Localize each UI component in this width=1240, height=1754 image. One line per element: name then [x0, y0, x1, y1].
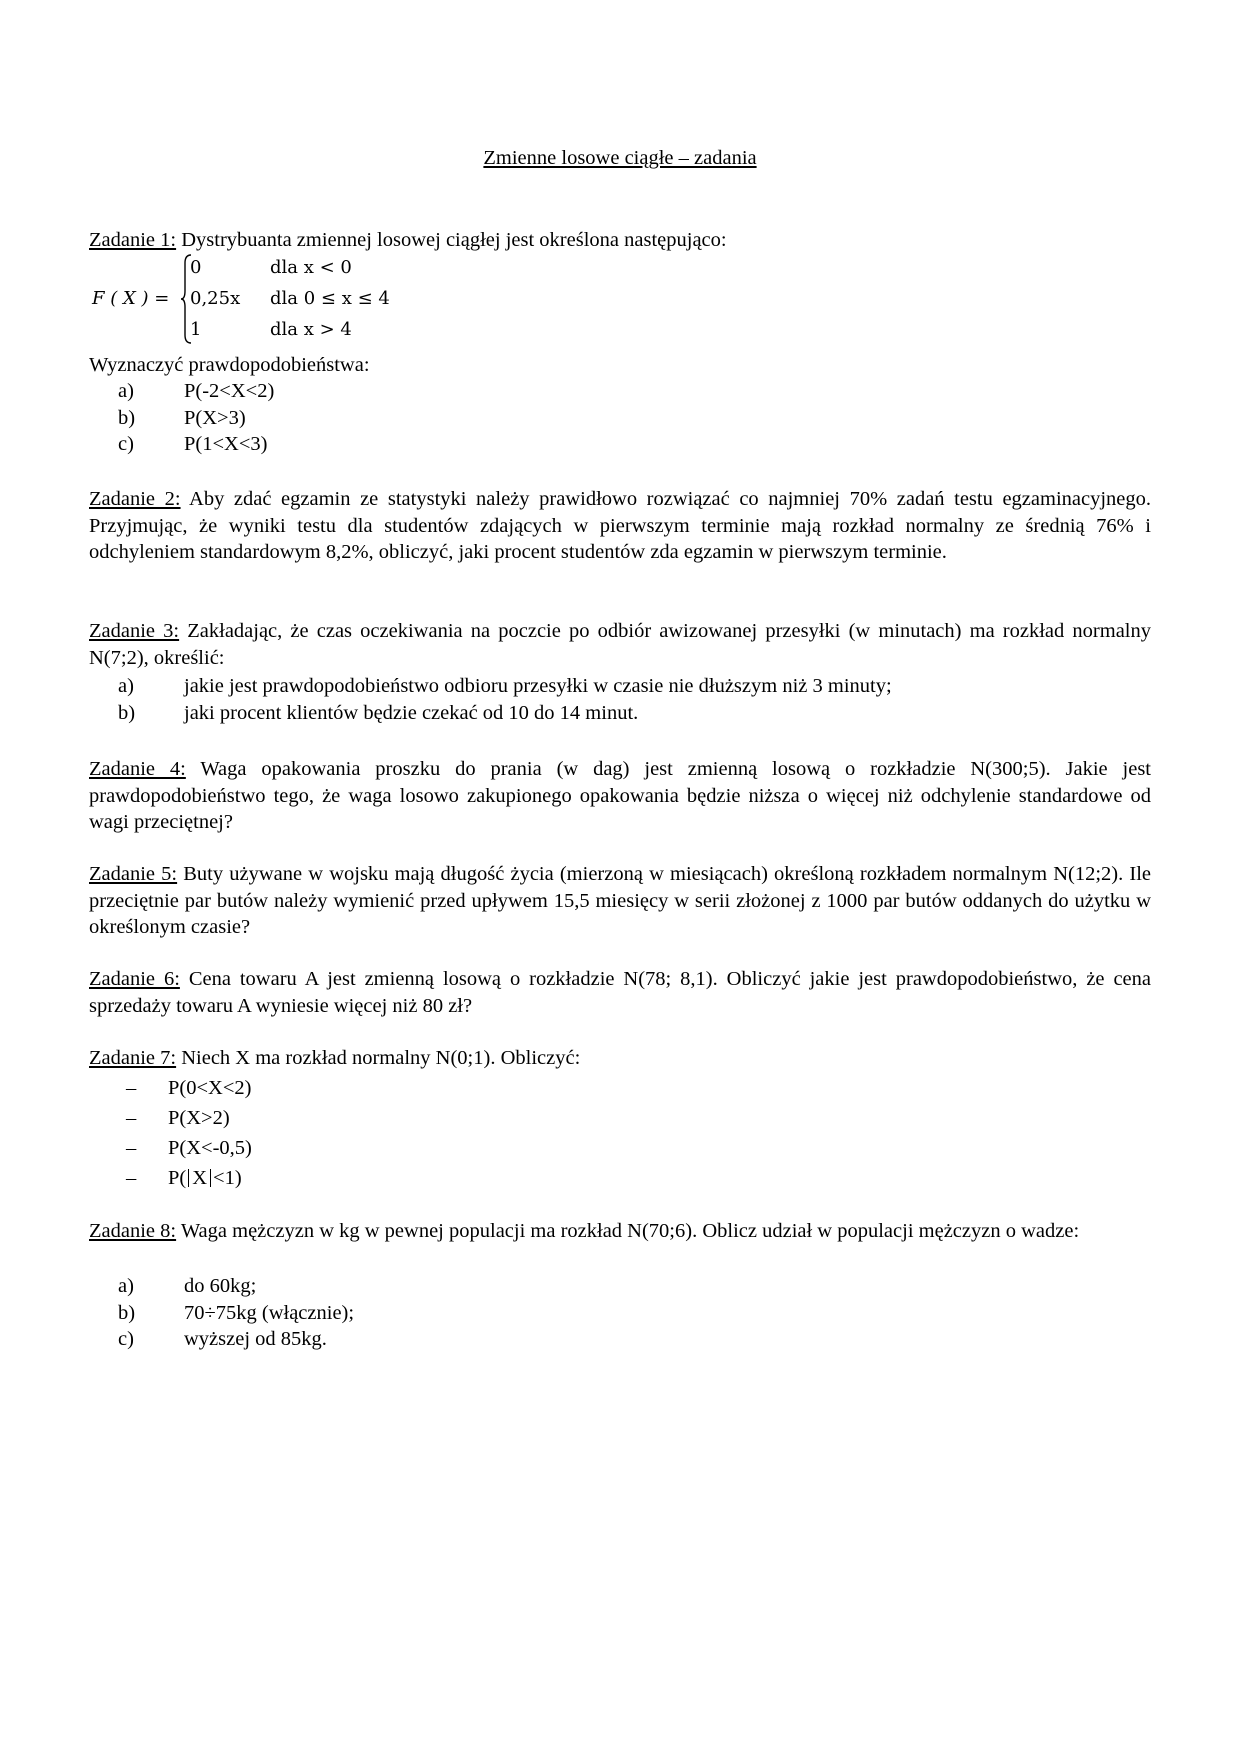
- list-text: P(-2<X<2): [184, 380, 275, 402]
- distribution-function-formula: [92, 253, 432, 348]
- list-text: P(0<X<2): [168, 1077, 252, 1099]
- task-2-label: Zadanie 2:: [89, 488, 181, 510]
- task-3: [89, 618, 1151, 671]
- task-3-text: Zakładając, że czas oczekiwania na poczcie po odbiór awizowanej przesyłki (w minutach) ma rozkład normalny N(7;2), określić:: [89, 620, 1151, 669]
- task-1-text: Dystrybuanta zmiennej losowej ciągłej jest określona następująco:: [176, 229, 727, 251]
- task-4-label: Zadanie 4:: [89, 758, 186, 780]
- absolute-value: X: [188, 1169, 211, 1187]
- task-7: [89, 1045, 1151, 1072]
- task-7-label: Zadanie 7:: [89, 1047, 177, 1069]
- list-marker: –: [126, 1167, 137, 1189]
- list-marker: –: [126, 1107, 137, 1129]
- formula-lhs: F ( X ) =: [92, 288, 170, 309]
- task-5-label: Zadanie 5:: [89, 863, 178, 885]
- task-8-label: Zadanie 8:: [89, 1220, 177, 1242]
- task-8: [89, 1218, 1151, 1245]
- list-marker: a): [118, 675, 134, 697]
- list-marker: a): [118, 1275, 134, 1297]
- list-marker: c): [118, 1328, 134, 1350]
- task-3-label: Zadanie 3:: [89, 620, 180, 642]
- task-6: [89, 966, 1151, 1019]
- task-4-text: Waga opakowania proszku do prania (w dag) jest zmienną losową o rozkładzie N(300;5). Jakie jest prawdopodobieństwo tego, że waga losowo zakupionego opakowania będzie niższa o więcej niż odchylenie standardowe od wagi przeciętnej?: [89, 758, 1151, 833]
- abs-prefix: P(: [168, 1167, 187, 1189]
- task-7-text: Niech X ma rozkład normalny N(0;1). Obliczyć:: [176, 1047, 581, 1069]
- list-marker: –: [126, 1077, 137, 1099]
- task-5: [89, 861, 1151, 941]
- task-2: [89, 486, 1151, 566]
- task-8-text: Waga mężczyzn w kg w pewnej populacji ma rozkład N(70;6). Oblicz udział w populacji mężczyzn o wadze:: [176, 1220, 1080, 1242]
- list-marker: b): [118, 1301, 136, 1324]
- abs-suffix: <1): [213, 1167, 242, 1189]
- list-marker: –: [126, 1137, 137, 1159]
- list-text: P(X<-0,5): [168, 1137, 252, 1159]
- list-marker: c): [118, 433, 134, 455]
- list-text: [168, 1163, 242, 1193]
- task-1-label: Zadanie 1:: [89, 229, 177, 251]
- list-text: P(X>2): [168, 1107, 230, 1129]
- formula-cond-1: dla x < 0: [270, 257, 352, 278]
- formula-value-1: 0: [190, 257, 202, 278]
- formula-cond-2: dla 0 ≤ x ≤ 4: [270, 288, 390, 309]
- formula-cond-3: dla x > 4: [270, 319, 352, 340]
- list-text: P(1<X<3): [184, 433, 268, 455]
- task-4: [89, 756, 1151, 836]
- list-text: wyższej od 85kg.: [184, 1328, 327, 1350]
- task-5-text: Buty używane w wojsku mają długość życia (mierzoną w miesiącach) określoną rozkładem normalnym N(12;2). Ile przeciętnie par butów należy wymienić przed upływem 15,5 miesięcy w serii złożonej z 1000 par butów oddanych do użytku w określonym czasie?: [89, 863, 1151, 938]
- task-6-label: Zadanie 6:: [89, 968, 180, 990]
- list-text: jaki procent klientów będzie czekać od 10 do 14 minut.: [184, 701, 639, 724]
- task-6-text: Cena towaru A jest zmienną losową o rozkładzie N(78; 8,1). Obliczyć jakie jest prawdopodobieństwo, że cena sprzedaży towaru A wyniesie więcej niż 80 zł?: [89, 968, 1151, 1017]
- list-marker: a): [118, 380, 134, 402]
- list-text: 70÷75kg (włącznie);: [184, 1301, 355, 1324]
- document-title: Zmienne losowe ciągłe – zadania: [483, 147, 757, 169]
- list-marker: b): [118, 701, 136, 724]
- list-text: do 60kg;: [184, 1275, 257, 1297]
- task-1-prompt: Wyznaczyć prawdopodobieństwa:: [89, 354, 370, 376]
- formula-value-2: 0,25x: [190, 288, 241, 309]
- formula-value-3: 1: [190, 319, 202, 340]
- list-marker: b): [118, 406, 136, 429]
- task-2-text: Aby zdać egzamin ze statystyki należy prawidłowo rozwiązać co najmniej 70% zadań testu egzaminacyjnego. Przyjmując, że wyniki testu dla studentów zdających w pierwszym terminie mają rozkład normalny ze średnią 76% i odchyleniem standardowym 8,2%, obliczyć, jaki procent studentów zda egzamin w pierwszym terminie.: [89, 488, 1152, 563]
- list-text: P(X>3): [184, 406, 246, 429]
- task-1-intro: [89, 227, 1151, 254]
- list-text: jakie jest prawdopodobieństwo odbioru przesyłki w czasie nie dłuższym niż 3 minuty;: [184, 675, 892, 697]
